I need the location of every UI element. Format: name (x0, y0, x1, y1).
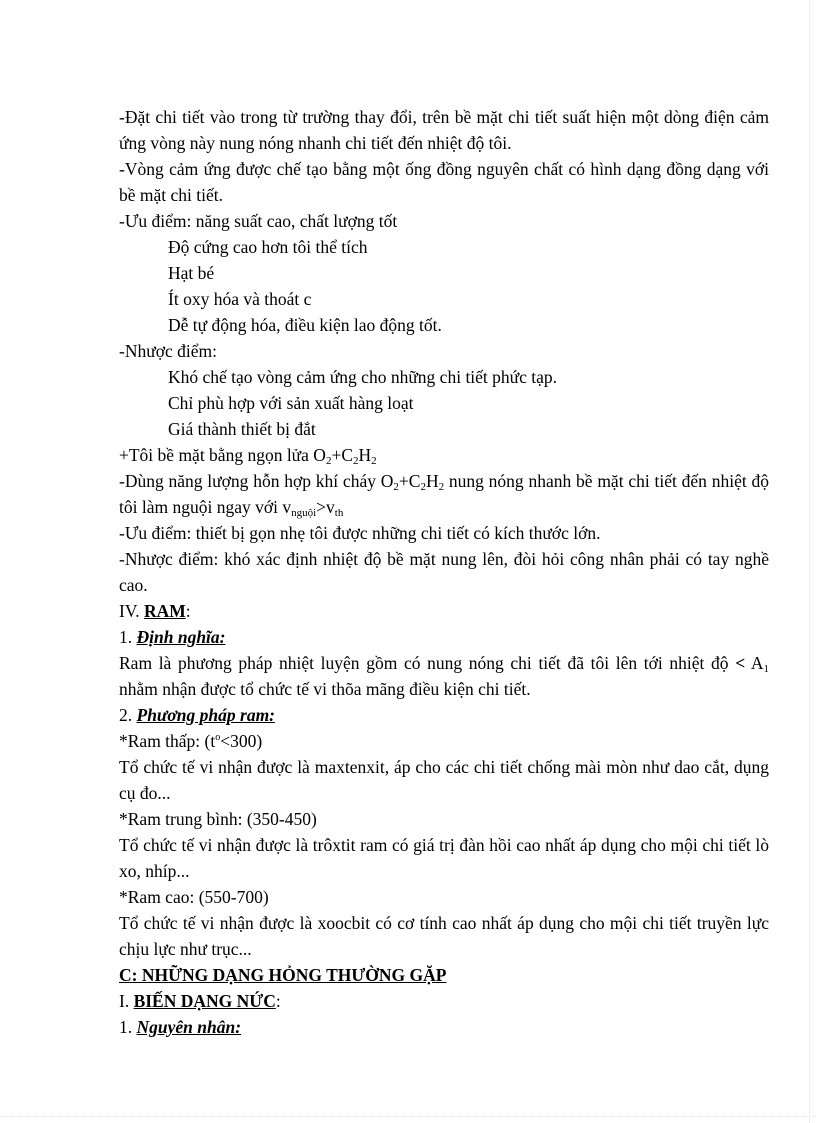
advantage-item: Độ cứng cao hơn tôi thể tích (168, 237, 368, 257)
flame-hardening-heading: +Tôi bề mặt bằng ngọn lửa $O_2+C_2H_2$ (119, 445, 377, 467)
page-bottom-border (0, 1116, 816, 1117)
flame-advantages: -Ưu điểm: thiết bị gọn nhẹ tôi được những chi tiết có kích thước lớn. (119, 523, 601, 543)
advantages-title: -Ưu điểm: năng suất cao, chất lượng tốt (119, 211, 398, 231)
section-deformation-heading: I. BIẾN DẠNG NỨC: (119, 991, 281, 1011)
ram-medium-description: Tổ chức tế vi nhận được là trôxtit ram có giá trị đàn hồi cao nhất áp dụng cho mội chi tiết lò xo, nhíp... (119, 835, 769, 881)
advantage-item: Ít oxy hóa và thoát c (168, 289, 312, 309)
ram-high-heading: *Ram cao: (550-700) (119, 887, 269, 907)
document-body (119, 104, 769, 1040)
flame-disadvantages: -Nhược điểm: khó xác định nhiệt độ bề mặt nung lên, đòi hỏi công nhân phải có tay nghề cao. (119, 549, 769, 595)
flame-hardening-description: -Dùng năng lượng hỗn hợp khí cháy $O_2+C_2H_2$ nung nóng nhanh bề mặt chi tiết đến nhiệt độ tôi làm nguội ngay với $v_{nguội}>v_{th}$ (119, 471, 769, 519)
ram-definition-text: Ram là phương pháp nhiệt luyện gồm có nung nóng chi tiết đã tôi lên tới nhiệt độ < $A_1$ nhằm nhận được tổ chức tế vi thõa mãng điều kiện chi tiết. (119, 653, 769, 699)
ram-low-description: Tổ chức tế vi nhận được là maxtenxit, áp cho các chi tiết chống mài mòn như dao cắt, dụng cụ đo... (119, 757, 769, 803)
paragraph-induction-setup: -Đặt chi tiết vào trong từ trường thay đổi, trên bề mặt chi tiết suất hiện một dòng điện cảm ứng vòng này nung nóng nhanh chi tiết đến nhiệt độ tôi. (119, 107, 769, 153)
disadvantages-title: -Nhược điểm: (119, 341, 217, 361)
section-c-heading: C: NHỮNG DẠNG HỎNG THƯỜNG GẶP (119, 965, 447, 985)
ram-high-description: Tổ chức tế vi nhận được là xoocbit có cơ tính cao nhất áp dụng cho mội chi tiết truyền lực chịu lực như trục... (119, 913, 769, 959)
disadvantage-item: Khó chế tạo vòng cảm ứng cho những chi tiết phức tạp. (168, 367, 558, 387)
ram-heading: IV. RAM: (119, 601, 191, 621)
page-right-border (809, 0, 810, 1123)
ram-medium-heading: *Ram trung bình: (350-450) (119, 809, 317, 829)
advantage-item: Hạt bé (168, 263, 215, 283)
paragraph-induction-coil: -Vòng cảm ứng được chế tạo bằng một ống đồng nguyên chất có hình dạng đồng dạng với bề mặt chi tiết. (119, 159, 769, 205)
cause-heading: 1. Nguyên nhân: (119, 1017, 242, 1037)
ram-definition-heading: 1. Định nghĩa: (119, 627, 226, 647)
ram-low-heading: *Ram thấp: $(t^o<300)$ (119, 731, 263, 751)
ram-method-heading: 2. Phương pháp ram: (119, 705, 276, 725)
disadvantage-item: Giá thành thiết bị đắt (168, 419, 316, 439)
advantage-item: Dễ tự động hóa, điều kiện lao động tốt. (168, 315, 442, 335)
disadvantage-item: Chỉ phù hợp với sản xuất hàng loạt (168, 393, 414, 413)
